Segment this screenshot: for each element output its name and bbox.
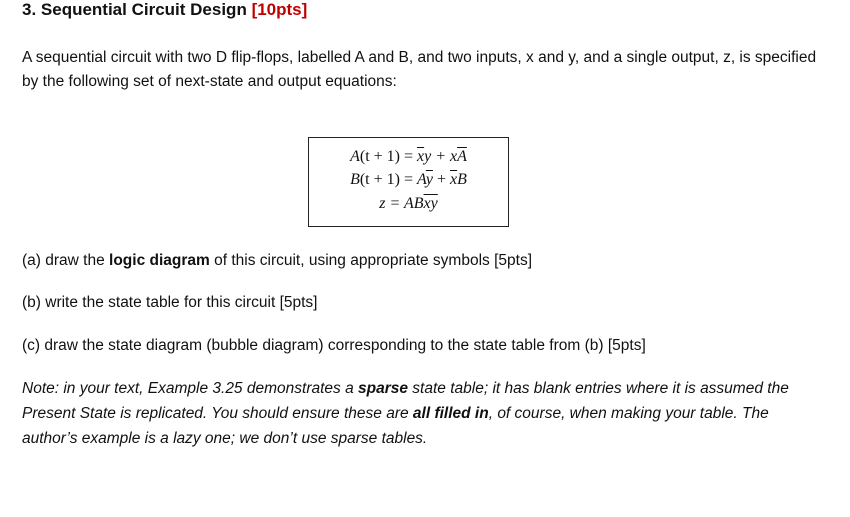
- equation-z-output: $z = AB\overline{x}\overline{y}$: [379, 195, 438, 212]
- question-heading: [22, 0, 307, 20]
- part-a-emphasis: logic diagram: [109, 252, 210, 269]
- part-c: (c) draw the state diagram (bubble diagram) corresponding to the state table from (b) [5pts]: [22, 337, 646, 354]
- note-paragraph: Note: in your text, Example 3.25 demonstrates a sparse state table; it has blank entries where it is assumed the Present State is replicated. You should ensure these are all filled in, of course, when making your table. The author’s example is a lazy one; we don’t use sparse tables.: [22, 380, 789, 447]
- note-emphasis-sparse: sparse: [358, 380, 408, 397]
- question-points: [10pts]: [251, 0, 308, 19]
- equation-box: [308, 137, 509, 227]
- part-b: (b) write the state table for this circuit [5pts]: [22, 294, 318, 311]
- equation-a-next: $A(t + 1) = \overline{x}y + x\overline{A}$: [350, 148, 467, 165]
- note-emphasis-filled: all filled in: [412, 405, 489, 422]
- equation-b-next: $B(t + 1) = A\overline{y} + \overline{x}B$: [350, 171, 467, 188]
- intro-paragraph: A sequential circuit with two D flip-flops, labelled A and B, and two inputs, x and y, and a single output, z, is specified by the following set of next-state and output equations:: [22, 49, 817, 90]
- part-a: (a) draw the logic diagram of this circuit, using appropriate symbols [5pts]: [22, 252, 532, 269]
- question-title: 3. Sequential Circuit Design: [22, 0, 247, 19]
